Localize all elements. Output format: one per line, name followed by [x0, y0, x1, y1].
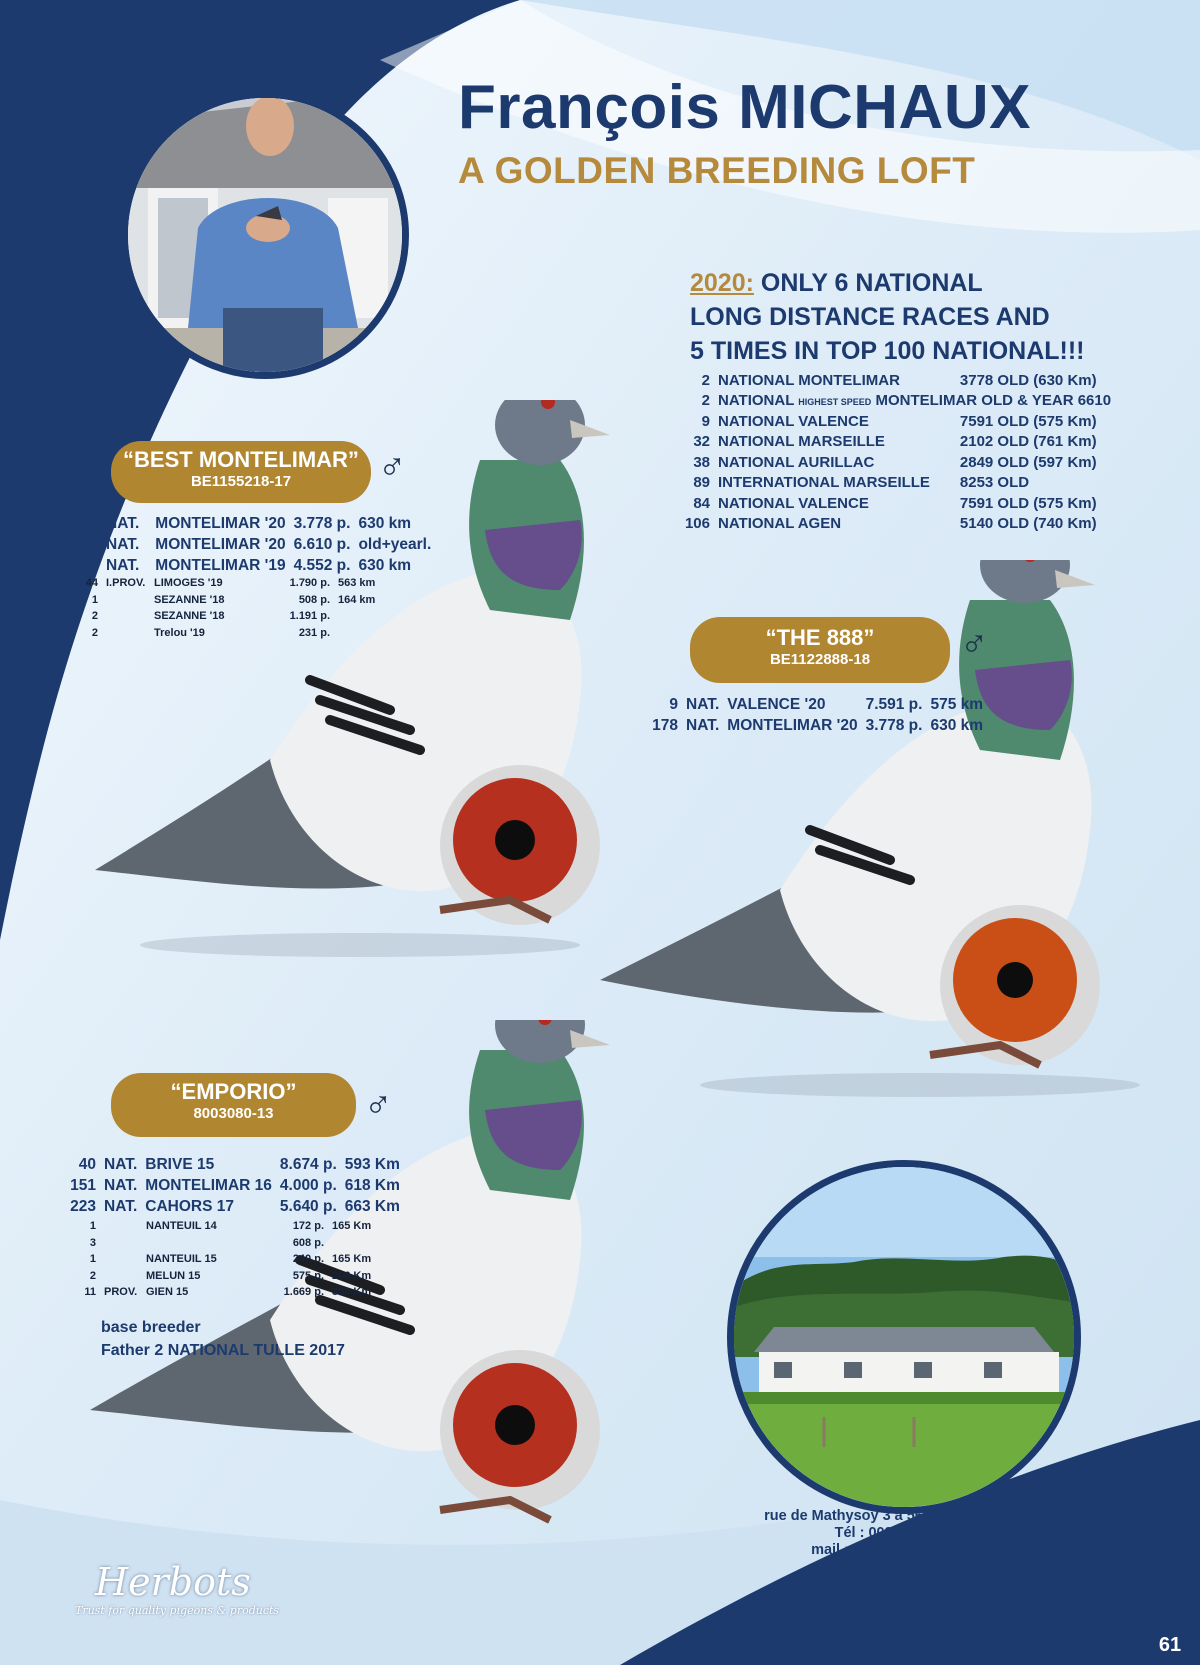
- pigeon-results-table-small: [68, 575, 379, 641]
- table-row: 9 NAT. VALENCE '20 7.591 p. 575 km: [669, 695, 984, 713]
- portrait-photo: [121, 91, 409, 379]
- table-row: 1 NANTEUIL 14 172 p. 165 Km: [89, 1220, 372, 1233]
- male-symbol-icon: ♂: [378, 445, 407, 487]
- table-row: 11 PROV. GIEN 15 1.669 p. 300 Km: [84, 1286, 372, 1299]
- ring-number: BE1155218-17: [190, 473, 292, 490]
- note-line-1: base breeder: [101, 1319, 201, 1336]
- pigeon-name: “THE 888”: [765, 625, 875, 650]
- page-number: 61: [1140, 1625, 1200, 1665]
- logo-name: Herbots: [95, 1560, 251, 1604]
- loft-photo: [727, 1160, 1081, 1514]
- pigeon-name-badge: [690, 617, 950, 683]
- pigeon-results-table: [58, 1154, 404, 1217]
- pigeon-name: “EMPORIO”: [170, 1079, 297, 1104]
- table-row: 40 NAT. BRIVE 15 8.674 p. 593 Km: [78, 1155, 400, 1173]
- table-row: 38 NATIONAL AURILLAC 2849 OLD (597 Km): [693, 453, 1097, 471]
- table-row: 2 Trelou '19 231 p.: [91, 626, 330, 639]
- pigeon-results-table-small: [58, 1218, 375, 1301]
- table-row: 84 NATIONAL VALENCE 7591 OLD (575 Km): [693, 494, 1097, 512]
- male-symbol-icon: ♂: [364, 1083, 393, 1125]
- address: rue de Mathysoy 3 à 5660 MARIEMBOURG: [764, 1508, 1056, 1524]
- page-subtitle: A GOLDEN BREEDING LOFT: [458, 150, 976, 191]
- herbots-logo: [75, 1560, 280, 1617]
- table-row: 106 NATIONAL AGEN 5140 OLD (740 Km): [684, 515, 1097, 533]
- phone: Tél : 0032 477 588 551: [834, 1525, 986, 1541]
- pigeon-name-badge: [111, 441, 371, 503]
- table-row: 223 NAT. CAHORS 17 5.640 p. 663 Km: [70, 1197, 400, 1215]
- male-symbol-icon: ♂: [960, 622, 989, 664]
- highlight-line-1: ONLY 6 NATIONAL: [760, 269, 983, 297]
- table-row: 9 NATIONAL VALENCE 7591 OLD (575 Km): [701, 412, 1097, 430]
- pigeon-note: [101, 1316, 345, 1362]
- table-row: 2 NATIONAL MONTELIMAR 3778 OLD (630 Km): [701, 371, 1097, 389]
- table-row: 2 NAT. MONTELIMAR '20 3.778 p. 630 km: [89, 514, 412, 532]
- season-highlight: [690, 266, 1085, 368]
- highlight-line-3: 5 TIMES IN TOP 100 NATIONAL!!!: [690, 337, 1085, 365]
- table-row: 94 NAT. MONTELIMAR '19 4.552 p. 630 km: [80, 556, 412, 574]
- ring-number: 8003080-13: [193, 1105, 274, 1122]
- pigeon-results-table: [68, 513, 435, 576]
- table-row: 151 NAT. MONTELIMAR 16 4.000 p. 618 Km: [70, 1176, 400, 1194]
- page-title: François MICHAUX: [458, 73, 1031, 142]
- results-2020-table: [680, 370, 1115, 534]
- table-row: 44 I.PROV. LIMOGES '19 1.790 p. 563 km: [85, 577, 376, 590]
- highlight-line-2: LONG DISTANCE RACES AND: [690, 303, 1050, 331]
- pigeon-results-table: [638, 694, 987, 736]
- table-row: 2 NAT. MONTELIMAR '20 6.610 p. old+yearl.: [89, 535, 432, 553]
- highlight-year: 2020:: [690, 269, 754, 297]
- pigeon-name: “BEST MONTELIMAR”: [123, 447, 359, 472]
- table-row: 178 NAT. MONTELIMAR '20 3.778 p. 630 km: [652, 716, 984, 734]
- table-row: 1 SEZANNE '18 508 p. 164 km: [91, 593, 376, 606]
- ring-number: BE1122888-18: [769, 651, 871, 668]
- pigeon-name-badge: [111, 1073, 356, 1137]
- contact-block: [740, 1508, 1080, 1559]
- note-line-2: Father 2 NATIONAL TULLE 2017: [101, 1342, 345, 1359]
- table-row: 2 NATIONAL HIGHEST SPEED MONTELIMAR OLD & YEAR 6610: [701, 392, 1112, 410]
- table-row: 1 NANTEUIL 15 240 p. 165 Km: [89, 1253, 372, 1266]
- table-row: 89 INTERNATIONAL MARSEILLE 8253 OLD: [693, 474, 1030, 492]
- email: mail : f.michaux@portima.be: [811, 1542, 1009, 1558]
- table-row: 32 NATIONAL MARSEILLE 2102 OLD (761 Km): [693, 433, 1097, 451]
- table-row: 3 608 p.: [89, 1236, 324, 1249]
- logo-tagline: Trust for quality pigeons & products: [75, 1604, 280, 1617]
- table-row: 2 MELUN 15 575 p. 206 Km: [89, 1269, 372, 1282]
- table-row: 2 SEZANNE '18 1.191 p.: [91, 610, 330, 623]
